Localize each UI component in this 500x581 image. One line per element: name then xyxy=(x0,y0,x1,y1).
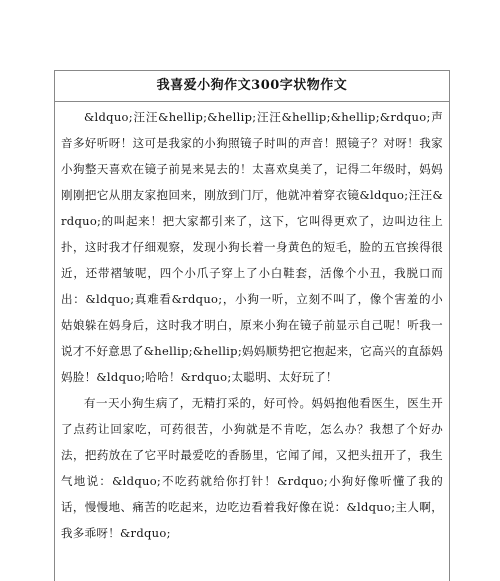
essay-document xyxy=(54,70,450,581)
essay-paragraph-2: 有一天小狗生病了，无精打采的，好可怜。妈妈抱他看医生，医生开了点药让回家吃，可药很苦，小狗就是不肯吃，怎么办？我想了个好办法，把药放在了它平时最爱吃的香肠里，它闻了闻，又把头扭开了，我生气地说：&ldquo;不吃药就给你打针！&rdquo;小狗好像听懂了我的话，慢慢地、痛苦的吃起来，边吃边看着我好像在说：&ldquo;主人啊，我多乖呀！&rdquo; xyxy=(61,396,443,540)
essay-body xyxy=(55,102,449,546)
essay-title: 我喜爱小狗作文300字状物作文 xyxy=(55,71,449,102)
essay-paragraph-1: &ldquo;汪汪&hellip;&hellip;汪汪&hellip;&hellip;&rdquo;声音多好听呀！这可是我家的小狗照镜子时叫的声音！照镜子？对呀！我家小狗整天喜欢在镜子前晃来晃去的！太喜欢臭美了，记得二年级时，妈妈刚刚把它从朋友家抱回来，刚放到门厅，他就冲着穿衣镜&ldquo;汪汪&rdquo;的叫起来！把大家都引来了，这下，它叫得更欢了，边叫边往上扑，这时我才仔细观察，发现小狗长着一身黄色的短毛，脸的五官挨得很近，还带褶皱呢，四个小爪子穿上了小白鞋套，活像个小丑，我脱口而出：&ldquo;真难看&rdquo;，小狗一听，立刻不叫了，像个害羞的小姑娘躲在妈身后，这时我才明白，原来小狗在镜子前显示自己呢！听我一说才不好意思了&hellip;&hellip;妈妈顺势把它抱起来，它高兴的直舔妈妈脸！&ldquo;哈哈！&rdquo;太聪明、太好玩了！ xyxy=(61,110,443,384)
